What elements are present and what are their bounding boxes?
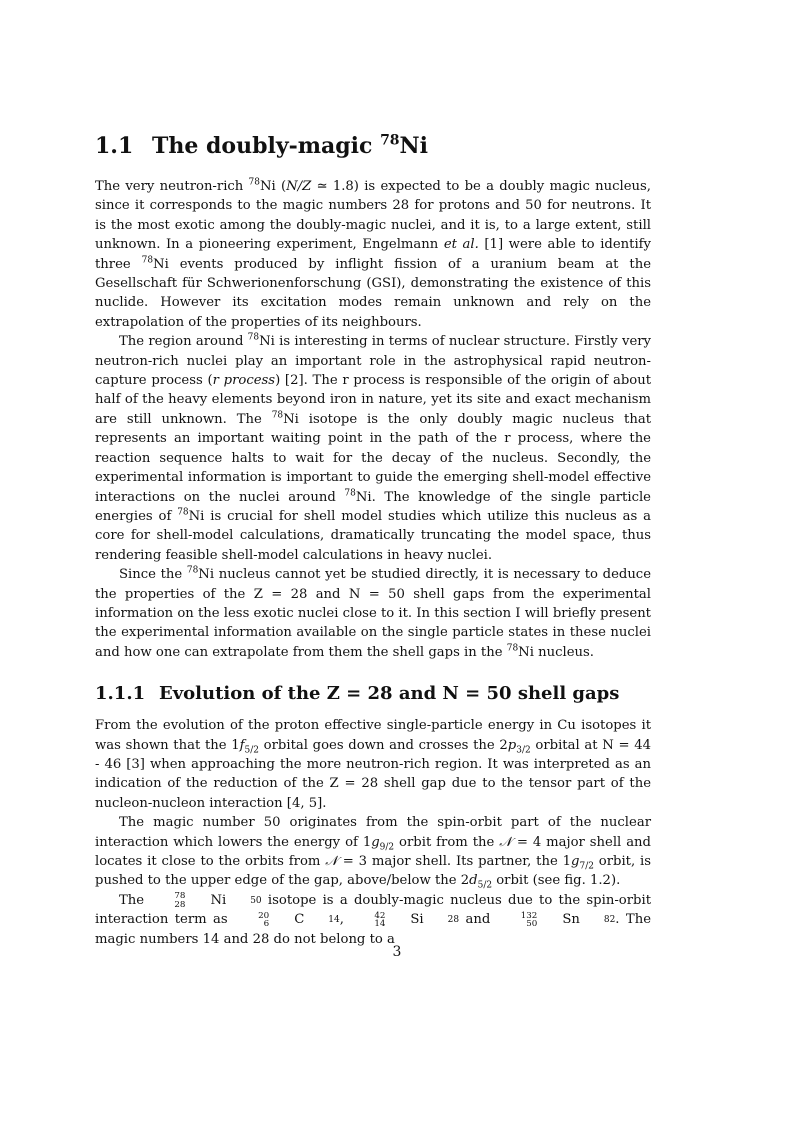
paragraph-3: Since the $^{78}$Ni nucleus cannot yet be studied directly, it is necessary to deduce the properties of the Z = 28 and N = 50 shell gaps from the experimental information on the less exotic nuclei close to it. In this section I will briefly present the experimental information available on the single particle states in these nuclei and how one can extrapolate from them the shell gaps in the $^{78}$Ni nucleus. — [95, 565, 651, 660]
section-title: The doubly-magic — [152, 133, 381, 159]
paragraph-2: The region around $^{78}$Ni is interesting in terms of nuclear structure. Firstly very neutron-rich nuclei play an important role in the astrophysical rapid neutron-capture process (r process) [2]. The r process is responsible of the origin of about half of the heavy elements beyond iron in nature, yet its site and exact mechanism are still unknown. The $^{78}$Ni isotope is the only doubly magic nucleus that represents an important waiting point in the path of the r process, where the reaction sequence halts to wait for the decay of the nucleus. Secondly, the experimental information is important to guide the emerging shell-model effective interactions on the nuclei around $^{78}$Ni. The knowledge of the single particle energies of $^{78}$Ni is crucial for shell model studies which utilize this nucleus as a core for shell-model calculations, dramatically truncating the model space, thus rendering feasible shell-model calculations in heavy nuclei. — [95, 332, 651, 563]
page-number: 3 — [392, 944, 402, 960]
paragraph-1: The very neutron-rich $^{78}$Ni (N/Z ≃ 1.8) is expected to be a doubly magic nucleus, since it corresponds to the magic numbers 28 for protons and 50 for neutrons. It is the most exotic among the doubly-magic nuclei, and it is, to a large extent, still unknown. In a pioneering experiment, Engelmann et al. [1] were able to identify three $^{78}$Ni events produced by inflight fission of a uranium beam at the Gesellschaft für Schwerionenforschung (GSI), demonstrating the existence of this nuclide. However its excitation modes remain unknown and rely on the extrapolation of the properties of its neighbours. — [95, 177, 651, 330]
subsection-heading — [95, 680, 651, 708]
section-heading — [95, 128, 651, 164]
isotope-si42: 42 14 Si 28 — [374, 910, 460, 930]
section-title-mass: 78 — [380, 132, 400, 149]
section-number: 1.1 — [95, 133, 134, 159]
subsection-title: Evolution of the Z = 28 and N = 50 shell gaps — [159, 683, 620, 705]
paragraph-5: The magic number 50 originates from the spin-orbit part of the nuclear interaction which lowers the energy of $1g_{9/2}$ orbit from the 𝒩 = 4 major shell and locates it close to the orbits from 𝒩 = 3 major shell. Its partner, the $1g_{7/2}$ orbit, is pushed to the upper edge of the gap, above/below the $2d_{5/2}$ orbit (see fig. 1.2). — [95, 815, 651, 892]
page-body — [95, 128, 651, 949]
isotope-c20: 20 6 C 14 — [258, 910, 340, 930]
isotope-sn132: 132 50 Sn 82 — [520, 910, 616, 930]
paragraph-6: The 78 28 Ni 50 isotope is a doubly-magic nucleus due to the spin-orbit interaction term as 20 6 C 14 , 42 14 Si 28 and 132 50 Sn 82 . The magic numbers 14 and 28 do not belong to a — [95, 891, 651, 948]
isotope-ni78: 78 28 Ni 50 — [174, 891, 262, 910]
paragraph-4: From the evolution of the proton effective single-particle energy in Cu isotopes it was shown that the $1f_{5/2}$ orbital goes down and crosses the $2p_{3/2}$ orbital at N = 44 - 46 [3] when approaching the more neutron-rich region. It was interpreted as an indication of the reduction of the Z = 28 shell gap due to the tensor part of the nucleon-nucleon interaction [4, 5]. — [95, 718, 651, 811]
subsection-number: 1.1.1 — [95, 683, 146, 705]
section-title-element: Ni — [399, 133, 429, 159]
